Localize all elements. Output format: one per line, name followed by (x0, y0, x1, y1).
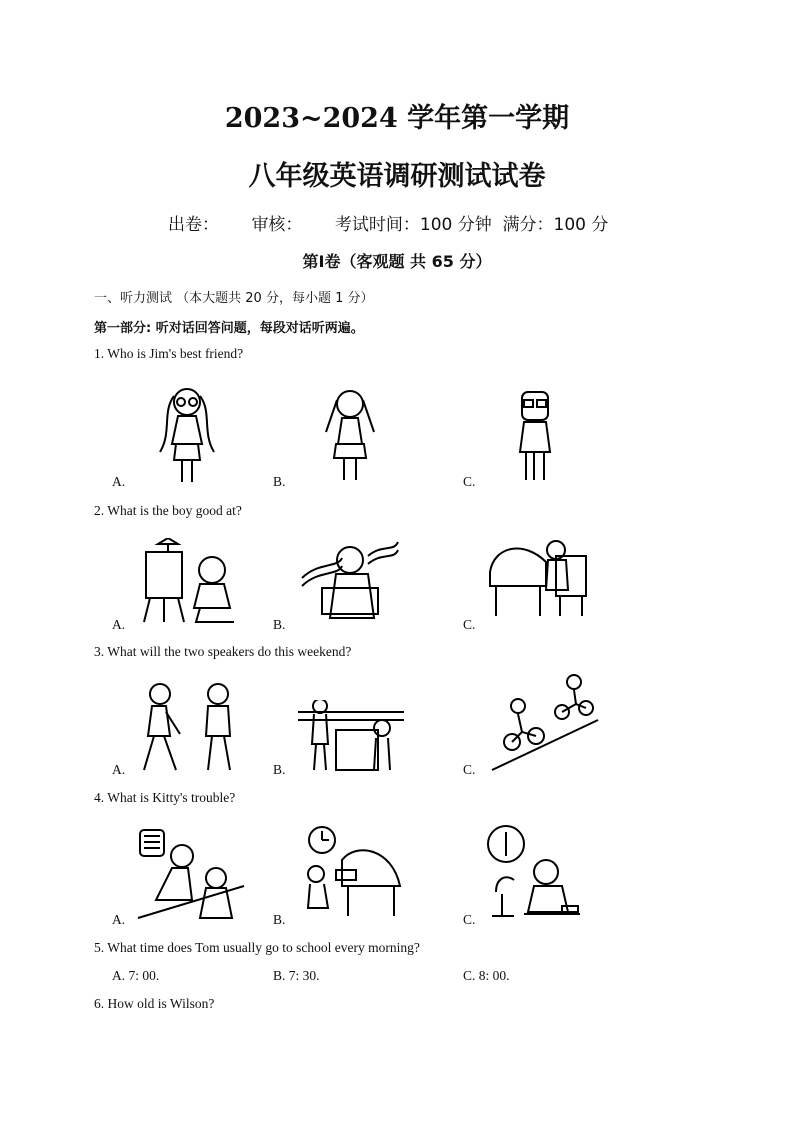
exam-meta (168, 210, 608, 235)
girl-glasses-long-hair-picture (152, 382, 222, 486)
part-title: 第Ⅰ卷（客观题 共 65 分） (302, 252, 492, 271)
reviewer-label: 审核： (251, 215, 303, 235)
shopping-at-shop-picture (296, 700, 406, 774)
option-4b[interactable]: B. (273, 912, 286, 927)
section-subtitle: 第一部分: 听对话回答问题，每段对话听两遍。 (94, 321, 364, 336)
boy-glasses-picture (510, 386, 560, 486)
boy-playing-piano-picture (484, 536, 590, 622)
question-6: 6. How old is Wilson? (94, 996, 215, 1011)
option-2a[interactable]: A. (112, 617, 126, 632)
option-2b[interactable]: B. (273, 617, 286, 632)
option-3b[interactable]: B. (273, 762, 286, 777)
option-1a[interactable]: A. (112, 474, 126, 489)
option-4a[interactable]: A. (112, 912, 126, 927)
girl-pigtails-picture (320, 382, 380, 486)
option-5a[interactable]: A. 7: 00. (112, 968, 160, 983)
two-people-walking-picture (136, 682, 244, 774)
boy-painting-picture (138, 538, 248, 624)
option-2c[interactable]: C. (463, 617, 476, 632)
question-1: 1. Who is Jim's best friend? (94, 346, 244, 361)
exam-time: 考试时间：100 分钟 (334, 215, 492, 235)
author-label: 出卷： (168, 215, 219, 235)
question-5: 5. What time does Tom usually go to school every morning? (94, 940, 420, 955)
question-2: 2. What is the boy good at? (94, 503, 242, 518)
section-title: 一、听力测试 （本大题共 20 分，每小题 1 分） (94, 291, 374, 306)
option-5c[interactable]: C. 8: 00. (463, 968, 510, 983)
option-3a[interactable]: A. (112, 762, 126, 777)
option-5b[interactable]: B. 7: 30. (273, 968, 320, 983)
option-3c[interactable]: C. (463, 762, 476, 777)
option-1b[interactable]: B. (273, 474, 286, 489)
girl-homework-clock-picture (484, 822, 584, 922)
exam-score: 满分：100 分 (502, 215, 609, 235)
exam-title-year: 2023~2024 学年第一学期 (224, 103, 570, 134)
option-4c[interactable]: C. (463, 912, 476, 927)
phone-call-trouble-picture (136, 826, 246, 922)
option-1c[interactable]: C. (463, 474, 476, 489)
question-3: 3. What will the two speakers do this weekend? (94, 644, 352, 659)
boy-singing-picture (298, 538, 402, 622)
exam-title-name: 八年级英语调研测试试卷 (248, 161, 546, 192)
riding-bikes-picture (490, 672, 600, 772)
piano-practice-clock-picture (296, 822, 406, 922)
question-4: 4. What is Kitty's trouble? (94, 790, 236, 805)
